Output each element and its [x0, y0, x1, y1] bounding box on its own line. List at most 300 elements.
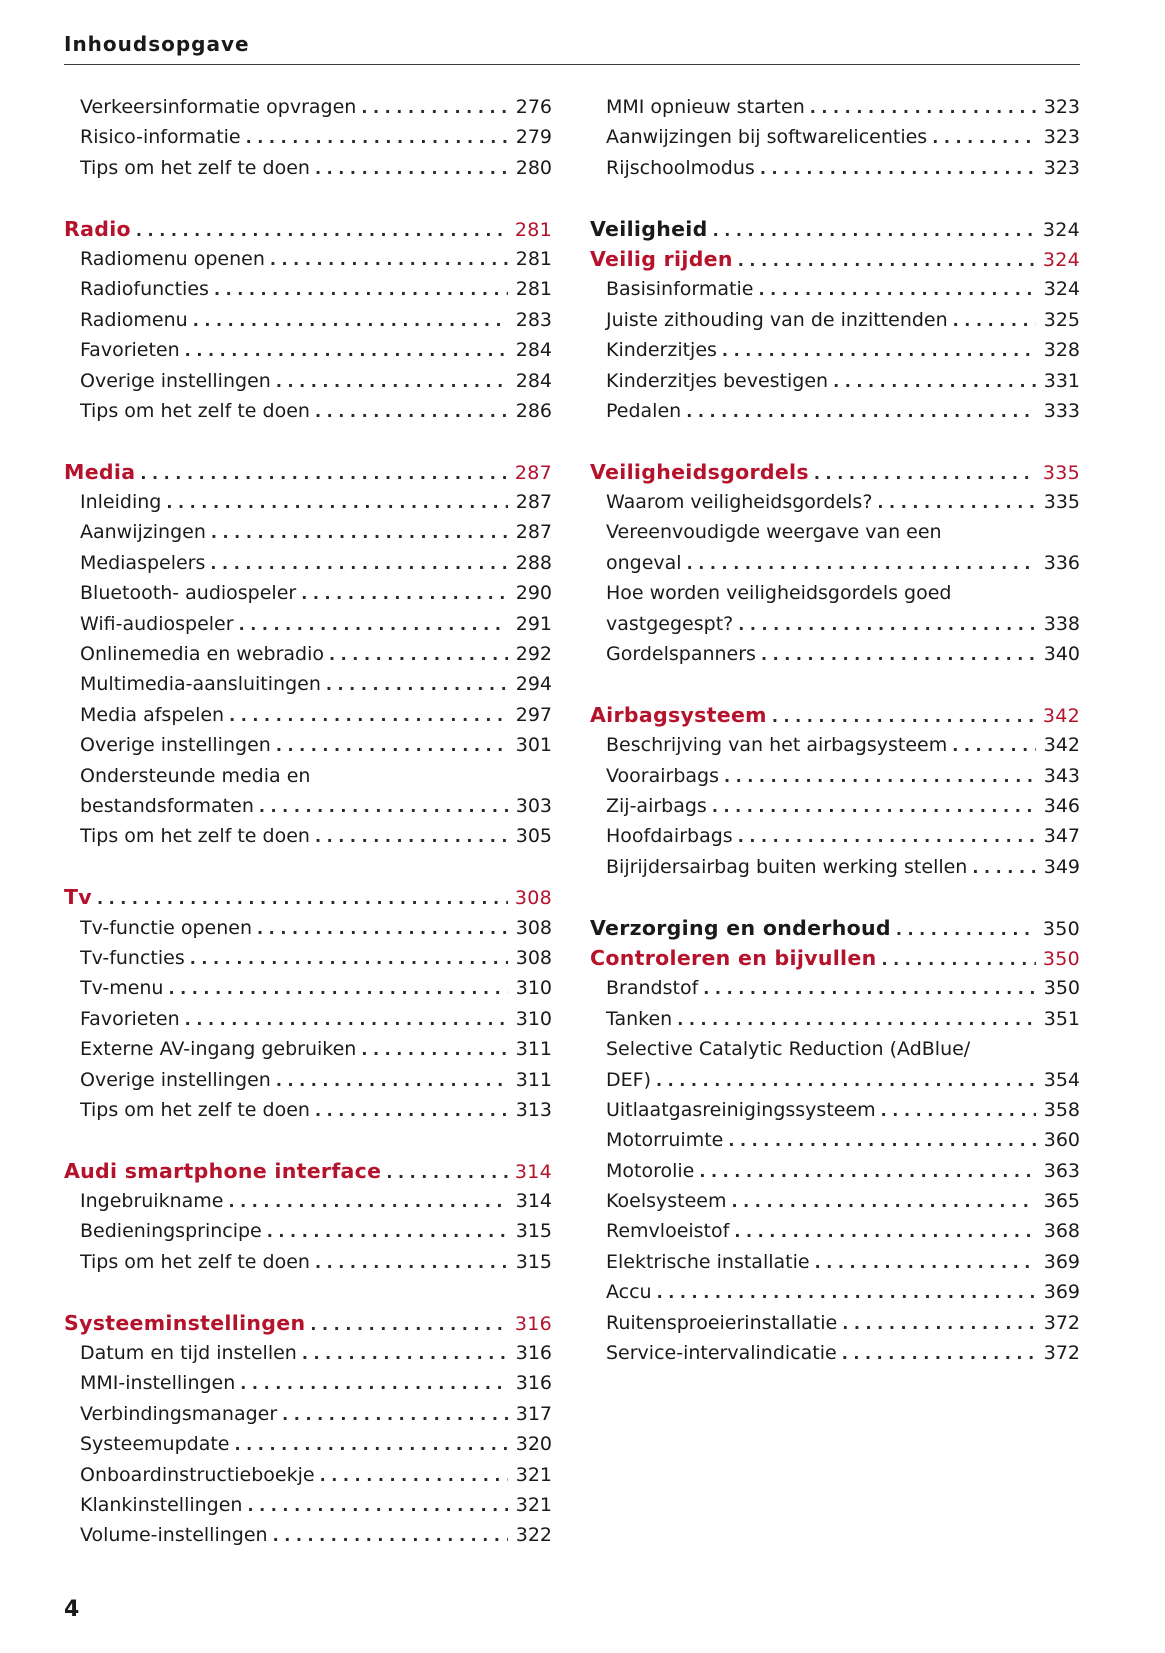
toc-entry-page: 288	[515, 551, 552, 574]
dot-leader	[180, 336, 508, 365]
toc-entry-label: Controleren en bijvullen	[590, 945, 877, 970]
toc-entry-page: 324	[1042, 218, 1080, 241]
toc-entry-label: Tv-menu	[80, 977, 164, 1000]
toc-entry-page: 276	[515, 96, 552, 118]
toc-entry-label: Overige instellingen	[80, 734, 271, 757]
toc-entry-page: 325	[1043, 308, 1080, 331]
toc-section-entry[interactable]	[590, 244, 1080, 274]
toc-entry[interactable]	[590, 153, 1080, 183]
toc-entry-label: Onlinemedia en webradio	[80, 643, 324, 666]
toc-entry-label: ongeval	[606, 551, 682, 574]
toc-entry-page: 358	[1043, 1098, 1080, 1121]
toc-entry-label: bestandsformaten	[80, 794, 254, 817]
dot-leader	[717, 336, 1036, 365]
toc-entry-label: Multimedia-aansluitingen	[80, 673, 321, 696]
toc-entry[interactable]	[590, 791, 1080, 821]
toc-entry-label: Service-intervalindicatie	[606, 1342, 837, 1365]
dot-leader	[876, 1096, 1036, 1125]
toc-entry[interactable]	[590, 1186, 1080, 1216]
toc-entry-page: 360	[1043, 1129, 1080, 1152]
toc-entry-page: 286	[515, 399, 552, 422]
toc-entry[interactable]	[590, 1338, 1080, 1368]
toc-entry[interactable]	[590, 1004, 1080, 1034]
toc-entry[interactable]	[590, 1156, 1080, 1186]
toc-entry-label: Wifi-audiospeler	[80, 612, 234, 635]
dot-leader	[296, 579, 508, 608]
toc-entry[interactable]	[590, 730, 1080, 760]
toc-entry-page: 354	[1043, 1068, 1080, 1091]
dot-leader	[652, 1278, 1036, 1307]
toc-entry[interactable]	[64, 1034, 552, 1064]
dot-leader	[242, 1491, 508, 1520]
toc-entry[interactable]	[590, 517, 1080, 547]
dot-leader	[927, 123, 1036, 152]
toc-section-entry[interactable]	[590, 943, 1080, 973]
toc-entry-label: Motorruimte	[606, 1129, 724, 1152]
dot-leader	[356, 93, 508, 122]
toc-entry[interactable]	[590, 973, 1080, 1003]
toc-entry-page: 331	[1043, 369, 1080, 392]
dot-leader	[254, 792, 508, 821]
toc-entry[interactable]	[590, 366, 1080, 396]
toc-section-entry[interactable]	[590, 700, 1080, 730]
dot-leader	[727, 1187, 1037, 1216]
toc-entry-label: Bijrijdersairbag buiten werking stellen	[606, 855, 968, 878]
toc-entry-page: 279	[515, 126, 552, 149]
toc-entry[interactable]	[64, 639, 552, 669]
toc-entry[interactable]	[590, 1277, 1080, 1307]
dot-leader	[755, 154, 1036, 183]
toc-section-entry[interactable]	[590, 913, 1080, 943]
dot-leader	[381, 1158, 508, 1186]
toc-entry-page: 308	[515, 916, 552, 939]
toc-entry-label: Basisinformatie	[606, 278, 754, 301]
dot-leader	[723, 1126, 1036, 1155]
toc-entry[interactable]	[64, 700, 552, 730]
toc-entry-label: Externe AV-ingang gebruiken	[80, 1038, 357, 1061]
toc-entry-page: 315	[515, 1250, 552, 1273]
toc-section-entry[interactable]	[64, 882, 552, 912]
dot-leader	[235, 1369, 508, 1398]
dot-leader	[262, 1217, 508, 1246]
toc-entry-label: Rijschoolmodus	[606, 156, 755, 179]
dot-leader	[947, 731, 1036, 760]
dot-leader	[681, 397, 1036, 426]
toc-entry-page: 292	[515, 643, 552, 666]
dot-leader	[131, 216, 508, 244]
page-number: 4	[64, 1597, 80, 1622]
toc-entry-label: Brandstof	[606, 977, 699, 1000]
toc-entry-label: Voorairbags	[606, 764, 719, 787]
dot-leader	[729, 1217, 1036, 1246]
toc-section-entry[interactable]	[590, 457, 1080, 487]
toc-entry-label: Verkeersinformatie opvragen	[80, 96, 357, 118]
dot-leader	[733, 822, 1036, 851]
toc-entry[interactable]	[64, 913, 552, 943]
toc-entry[interactable]	[590, 1065, 1080, 1095]
dot-leader	[809, 459, 1036, 487]
toc-entry-label: Overige instellingen	[80, 369, 271, 392]
toc-entry[interactable]	[64, 1520, 552, 1550]
toc-entry[interactable]	[590, 1034, 1080, 1064]
toc-entry[interactable]	[64, 1065, 552, 1095]
toc-entry-label: Aanwijzingen bij softwarelicenties	[606, 126, 928, 149]
toc-entry[interactable]	[590, 852, 1080, 882]
dot-leader	[135, 459, 508, 487]
toc-entry-page: 316	[515, 1372, 552, 1395]
toc-entry-label: Tips om het zelf te doen	[80, 1250, 310, 1273]
dot-leader	[324, 640, 508, 669]
toc-entry-page: 281	[515, 278, 552, 301]
dot-leader	[163, 974, 508, 1003]
toc-entry-page: 340	[1043, 643, 1080, 666]
dot-leader	[209, 275, 508, 304]
toc-entry-label: Motorolie	[606, 1159, 695, 1182]
toc-entry-page: 308	[515, 946, 552, 969]
toc-entry-label: Remvloeistof	[606, 1220, 730, 1243]
toc-entry-label: Kinderzitjes bevestigen	[606, 369, 829, 392]
toc-left-column	[64, 92, 552, 1551]
dot-leader	[321, 670, 508, 699]
dot-leader	[234, 610, 508, 639]
toc-entry-page: 280	[515, 156, 552, 179]
toc-entry[interactable]	[64, 730, 552, 760]
toc-entry-label: Juiste zithouding van de inzittenden	[606, 308, 948, 331]
toc-entry-page: 335	[1043, 491, 1080, 514]
toc-entry[interactable]	[64, 578, 552, 608]
dot-leader	[891, 915, 1036, 943]
dot-leader	[310, 1248, 508, 1277]
dot-leader	[310, 822, 508, 851]
toc-entry-label: Elektrische installatie	[606, 1250, 810, 1273]
toc-entry[interactable]	[590, 548, 1080, 578]
toc-entry-label: Datum en tijd instellen	[80, 1342, 297, 1365]
dot-leader	[876, 945, 1036, 973]
dot-leader	[277, 1400, 508, 1429]
toc-entry-page: 346	[1043, 794, 1080, 817]
dot-leader	[719, 762, 1036, 791]
toc-entry[interactable]	[64, 366, 552, 396]
toc-entry-page: 316	[514, 1312, 552, 1335]
toc-entry[interactable]	[64, 244, 552, 274]
dot-leader	[297, 1339, 508, 1368]
toc-entry[interactable]	[590, 821, 1080, 851]
toc-entry-page: 311	[515, 1038, 552, 1061]
toc-entry[interactable]	[64, 1399, 552, 1429]
dot-leader	[161, 488, 508, 517]
toc-entry-label: Radiofuncties	[80, 278, 209, 301]
dot-leader	[756, 640, 1036, 669]
dot-leader	[188, 306, 508, 335]
dot-leader	[265, 245, 508, 274]
toc-entry[interactable]	[64, 943, 552, 973]
toc-entry-label: Mediaspelers	[80, 551, 206, 574]
toc-entry-label: Favorieten	[80, 339, 180, 362]
dot-leader	[271, 1066, 508, 1095]
toc-entry-page: 314	[515, 1190, 552, 1213]
dot-leader	[185, 944, 508, 973]
toc-entry[interactable]	[64, 1247, 552, 1277]
toc-entry[interactable]	[64, 1490, 552, 1520]
toc-entry-label: Media	[64, 459, 136, 484]
toc-section-entry[interactable]	[64, 457, 552, 487]
toc-entry[interactable]	[64, 1095, 552, 1125]
toc-entry-page: 311	[515, 1068, 552, 1091]
toc-entry-page: 284	[515, 339, 552, 362]
toc-section-entry[interactable]	[64, 214, 552, 244]
page-title: Inhoudsopgave	[64, 32, 250, 56]
toc-entry-page: 284	[515, 369, 552, 392]
dot-leader	[180, 1005, 508, 1034]
dot-leader	[828, 367, 1036, 396]
toc-entry-page: 305	[515, 825, 552, 848]
page-header	[64, 28, 1080, 65]
toc-entry-page: 316	[515, 1342, 552, 1365]
toc-entry-page: 323	[1043, 126, 1080, 149]
section-gap	[590, 882, 1080, 912]
section-gap	[64, 1277, 552, 1307]
dot-leader	[698, 974, 1036, 1003]
toc-entry[interactable]	[590, 609, 1080, 639]
dot-leader	[767, 702, 1036, 730]
toc-entry[interactable]	[64, 1186, 552, 1216]
dot-leader	[651, 1066, 1036, 1095]
toc-entry[interactable]	[64, 153, 552, 183]
toc-entry[interactable]	[590, 335, 1080, 365]
toc-entry-page: 342	[1043, 734, 1080, 757]
dot-leader	[315, 1461, 508, 1490]
toc-entry[interactable]	[590, 274, 1080, 304]
toc-entry[interactable]	[64, 609, 552, 639]
toc-entry-page: 294	[515, 673, 552, 696]
dot-leader	[241, 123, 508, 152]
toc-entry-page: 342	[1042, 704, 1080, 727]
toc-entry-label: Volume-instellingen	[80, 1524, 268, 1547]
toc-entry[interactable]	[64, 517, 552, 547]
toc-section-entry[interactable]	[64, 1308, 552, 1338]
dot-leader	[837, 1309, 1036, 1338]
toc-entry-label: Favorieten	[80, 1007, 180, 1030]
toc-entry[interactable]	[590, 578, 1080, 608]
toc-entry-label: Systeemupdate	[80, 1433, 230, 1456]
toc-entry-page: 308	[514, 887, 552, 910]
toc-entry[interactable]	[590, 305, 1080, 335]
toc-entry-label: Radio	[64, 216, 131, 241]
dot-leader	[810, 1248, 1036, 1277]
dot-leader	[305, 1310, 508, 1338]
dot-leader	[805, 93, 1036, 122]
dot-leader	[872, 488, 1036, 517]
toc-entry[interactable]	[590, 1308, 1080, 1338]
toc-entry-page: 363	[1043, 1159, 1080, 1182]
toc-entry-label: Accu	[606, 1281, 652, 1304]
toc-entry-page: 328	[1043, 339, 1080, 362]
toc-entry-page: 321	[515, 1493, 552, 1516]
toc-entry-label: Ruitensproeierinstallatie	[606, 1311, 838, 1334]
dot-leader	[310, 397, 508, 426]
toc-entry-label: Onboardinstructieboekje	[80, 1463, 315, 1486]
toc-entry-page: 336	[1043, 551, 1080, 574]
toc-entry-label: Aanwijzingen	[80, 521, 206, 544]
toc-entry[interactable]	[64, 1368, 552, 1398]
toc-entry-label: Vereenvoudigde weergave van een	[606, 521, 942, 544]
toc-entry-label: Radiomenu	[80, 308, 188, 331]
toc-entry-label: Bluetooth- audiospeler	[80, 582, 297, 605]
dot-leader	[223, 1187, 508, 1216]
toc-entry[interactable]	[64, 761, 552, 791]
toc-entry-page: 335	[1042, 461, 1080, 484]
toc-entry[interactable]	[64, 548, 552, 578]
toc-entry-page: 369	[1043, 1250, 1080, 1273]
dot-leader	[682, 549, 1036, 578]
section-gap	[64, 183, 552, 213]
toc-entry-label: Overige instellingen	[80, 1068, 271, 1091]
toc-entry-page: 351	[1043, 1007, 1080, 1030]
toc-entry[interactable]	[64, 92, 552, 122]
toc-entry-label: MMI opnieuw starten	[606, 96, 805, 118]
toc-entry[interactable]	[64, 274, 552, 304]
toc-entry-label: Tips om het zelf te doen	[80, 825, 310, 848]
dot-leader	[205, 549, 508, 578]
toc-entry[interactable]	[64, 791, 552, 821]
toc-entry[interactable]	[590, 761, 1080, 791]
toc-entry[interactable]	[64, 669, 552, 699]
toc-entry-page: 303	[515, 794, 552, 817]
toc-entry-label: Klankinstellingen	[80, 1493, 243, 1516]
toc-entry-page: 315	[515, 1220, 552, 1243]
toc-entry-label: Uitlaatgasreinigingssysteem	[606, 1098, 876, 1121]
toc-entry[interactable]	[590, 1247, 1080, 1277]
dot-leader	[733, 246, 1036, 274]
dot-leader	[230, 1430, 509, 1459]
toc-entry-page: 322	[515, 1524, 552, 1547]
toc-entry-label: Tips om het zelf te doen	[80, 1098, 310, 1121]
toc-entry-label: Hoofdairbags	[606, 825, 733, 848]
toc-entry[interactable]	[590, 1125, 1080, 1155]
toc-entry[interactable]	[590, 639, 1080, 669]
dot-leader	[92, 884, 508, 912]
toc-section-entry[interactable]	[590, 214, 1080, 244]
toc-entry-page: 320	[515, 1433, 552, 1456]
section-gap	[590, 669, 1080, 699]
toc-section-entry[interactable]	[64, 1156, 552, 1186]
toc-entry-page: 283	[515, 308, 552, 331]
toc-entry-label: DEF)	[606, 1068, 651, 1091]
toc-entry[interactable]	[64, 1429, 552, 1459]
dot-leader	[356, 1035, 508, 1064]
toc-entry-page: 310	[515, 1007, 552, 1030]
dot-leader	[733, 610, 1036, 639]
toc-entry-label: Tv-functies	[80, 946, 185, 969]
toc-entry-page: 281	[515, 247, 552, 270]
toc-entry[interactable]	[590, 1095, 1080, 1125]
toc-entry-label: Verbindingsmanager	[80, 1402, 278, 1425]
toc-entry-label: Risico-informatie	[80, 126, 241, 149]
toc-entry[interactable]	[64, 973, 552, 1003]
toc-entry-page: 368	[1043, 1220, 1080, 1243]
toc-entry-label: Zij-airbags	[606, 794, 707, 817]
toc-entry[interactable]	[590, 396, 1080, 426]
toc-entry-label: Ingebruikname	[80, 1190, 224, 1213]
toc-entry-label: MMI-instellingen	[80, 1372, 236, 1395]
toc-entry-label: Gordelspanners	[606, 643, 756, 666]
toc-entry-label: vastgegespt?	[606, 612, 734, 635]
toc-entry-label: Audi smartphone interface	[64, 1158, 382, 1183]
toc-entry-page: 369	[1043, 1281, 1080, 1304]
toc-entry-label: Veiligheid	[590, 216, 708, 241]
toc-entry-page: 317	[515, 1402, 552, 1425]
toc-entry[interactable]	[64, 305, 552, 335]
section-gap	[64, 852, 552, 882]
section-gap	[64, 426, 552, 456]
toc-entry-label: Pedalen	[606, 399, 682, 422]
toc-entry-page: 310	[515, 977, 552, 1000]
dot-leader	[837, 1339, 1036, 1368]
toc-entry[interactable]	[590, 92, 1080, 122]
toc-entry-label: Tips om het zelf te doen	[80, 399, 310, 422]
toc-entry-page: 321	[515, 1463, 552, 1486]
dot-leader	[271, 731, 508, 760]
toc-entry-label: Airbagsysteem	[590, 702, 767, 727]
dot-leader	[310, 154, 508, 183]
toc-entry[interactable]	[64, 1338, 552, 1368]
toc-entry-page: 338	[1043, 612, 1080, 635]
toc-entry-label: Systeeminstellingen	[64, 1310, 306, 1335]
toc-entry-page: 350	[1043, 977, 1080, 1000]
toc-entry[interactable]	[64, 1460, 552, 1490]
toc-entry[interactable]	[64, 1004, 552, 1034]
toc-entry-page: 287	[515, 491, 552, 514]
dot-leader	[753, 275, 1036, 304]
toc-entry-label: Tips om het zelf te doen	[80, 156, 310, 179]
toc-right-column	[590, 92, 1080, 1368]
toc-entry-page: 333	[1043, 399, 1080, 422]
toc-entry[interactable]	[64, 122, 552, 152]
toc-entry-page: 365	[1043, 1190, 1080, 1213]
toc-entry-page: 290	[515, 582, 552, 605]
toc-entry-page: 323	[1043, 156, 1080, 179]
toc-entry-page: 349	[1043, 855, 1080, 878]
toc-entry-label: Ondersteunde media en	[80, 764, 311, 787]
toc-entry-page: 350	[1042, 947, 1080, 970]
toc-entry-label: Media afspelen	[80, 703, 225, 726]
toc-entry[interactable]	[64, 396, 552, 426]
toc-entry-page: 323	[1043, 96, 1080, 118]
toc-entry[interactable]	[590, 1216, 1080, 1246]
toc-entry-page: 301	[515, 734, 552, 757]
toc-entry[interactable]	[64, 821, 552, 851]
toc-entry-page: 324	[1042, 248, 1080, 271]
toc-entry[interactable]	[590, 122, 1080, 152]
dot-leader	[206, 518, 508, 547]
toc-entry[interactable]	[64, 487, 552, 517]
dot-leader	[268, 1521, 508, 1550]
toc-entry-label: Selective Catalytic Reduction (AdBlue/	[606, 1038, 971, 1061]
toc-entry-page: 372	[1043, 1342, 1080, 1365]
toc-entry-label: Inleiding	[80, 491, 162, 514]
toc-entry-page: 291	[515, 612, 552, 635]
toc-entry[interactable]	[64, 335, 552, 365]
toc-entry-page: 347	[1043, 825, 1080, 848]
toc-entry[interactable]	[64, 1216, 552, 1246]
toc-entry-label: Tv	[64, 885, 92, 910]
toc-entry-label: Koelsysteem	[606, 1190, 727, 1213]
toc-entry-page: 343	[1043, 764, 1080, 787]
toc-entry[interactable]	[590, 487, 1080, 517]
toc-entry-page: 372	[1043, 1311, 1080, 1334]
toc-entry-page: 297	[515, 703, 552, 726]
dot-leader	[694, 1157, 1036, 1186]
